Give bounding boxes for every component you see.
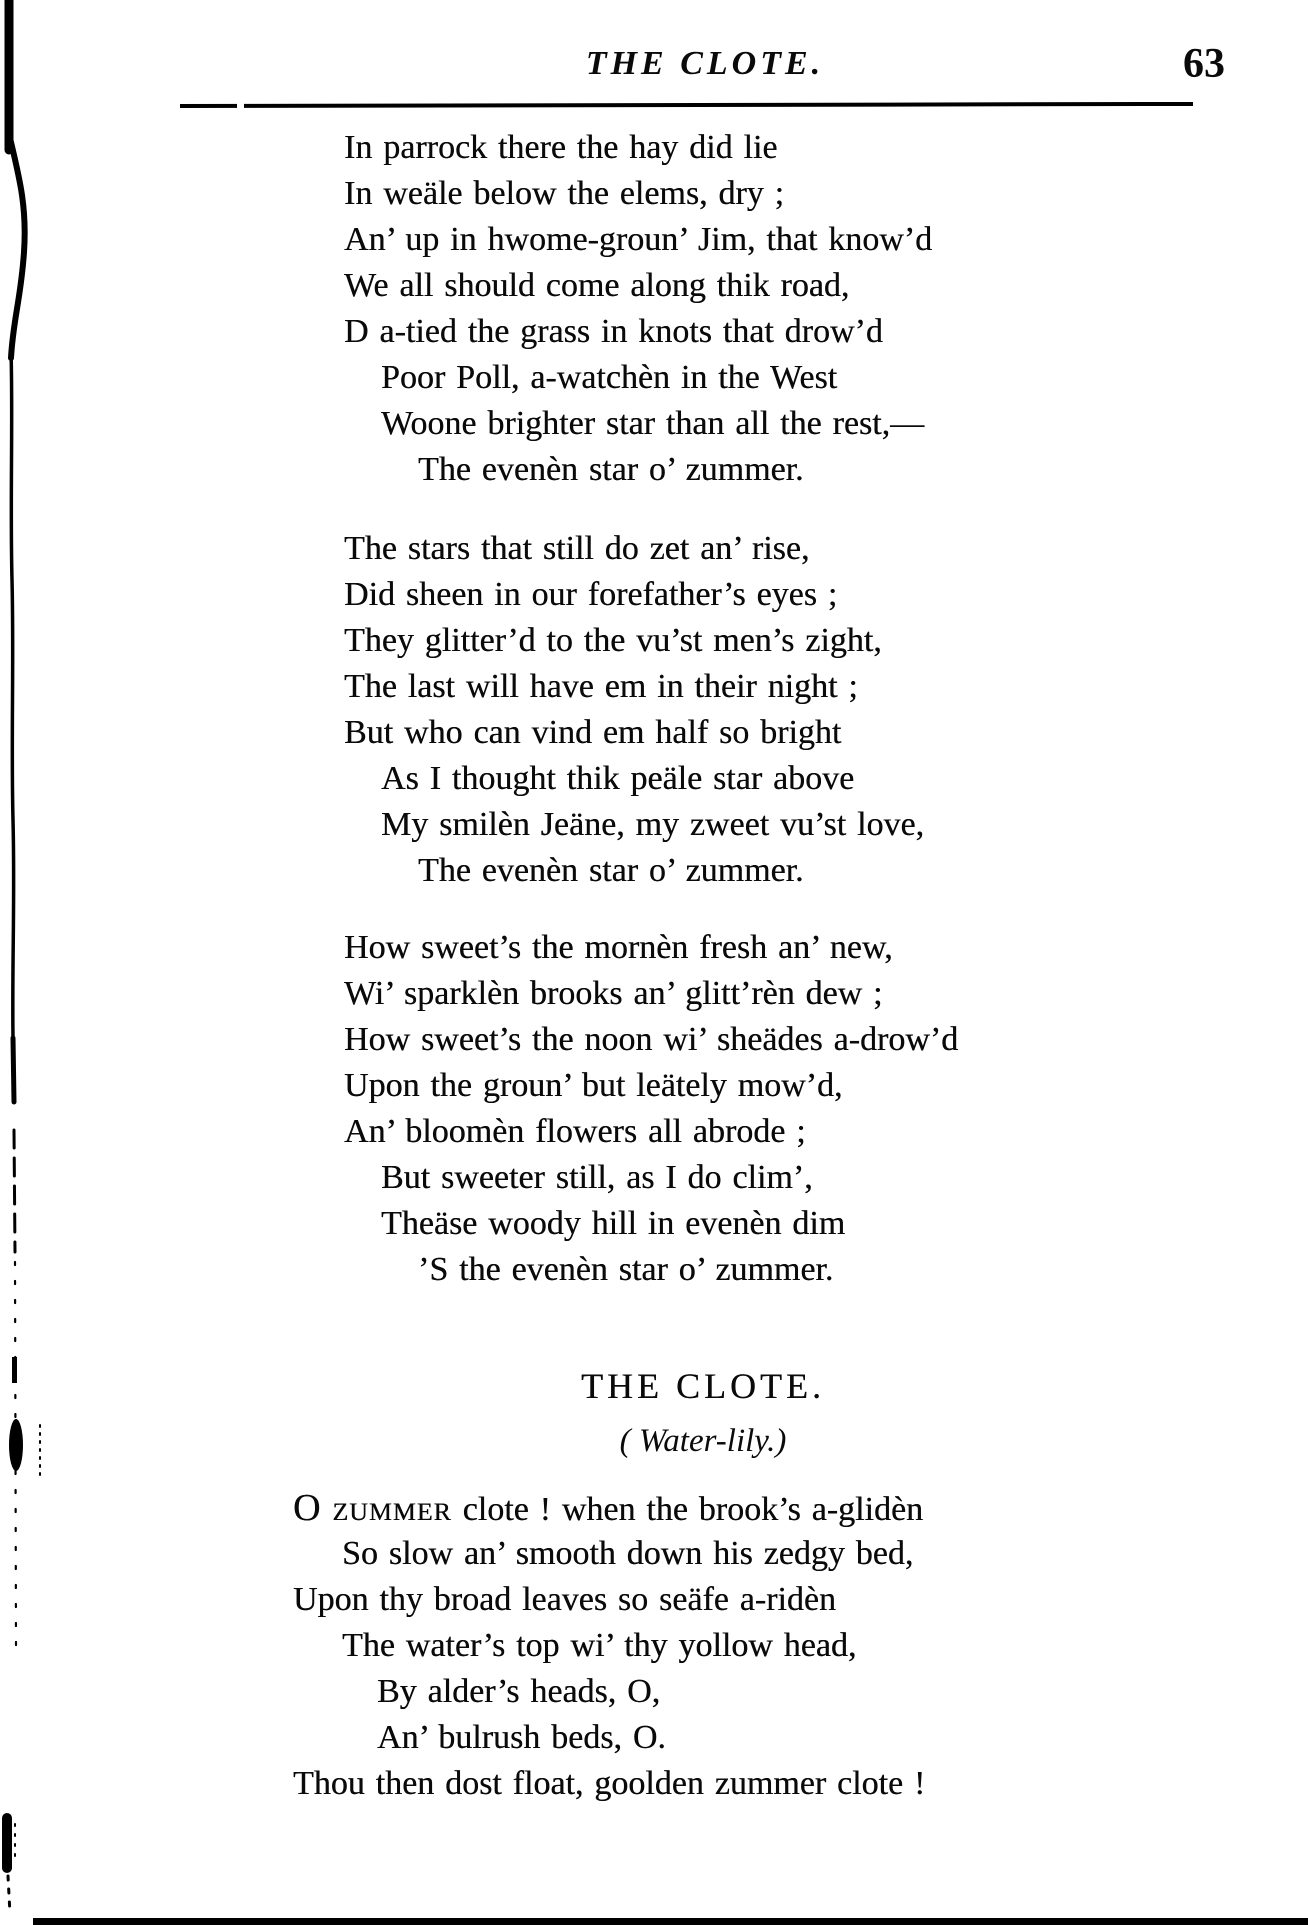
poem-line: In parrock there the hay did lie xyxy=(344,129,778,166)
poem-line: In weäle below the elems, dry ; xyxy=(344,175,785,212)
poem-line: How sweet’s the noon wi’ sheädes a-drow’d xyxy=(344,1021,959,1058)
poem-line: Thou then dost float, goolden zummer clote ! xyxy=(293,1765,926,1802)
poem-line-smallcaps: ZUMMER xyxy=(332,1497,452,1526)
poem-line: The stars that still do zet an’ rise, xyxy=(344,530,810,567)
running-header: THE CLOTE. xyxy=(585,45,825,82)
poem-line: The evenèn star o’ zummer. xyxy=(418,451,804,488)
poem-line: An’ bloomèn flowers all abrode ; xyxy=(344,1113,806,1150)
poem-line: Upon thy broad leaves so seäfe a-ridèn xyxy=(293,1581,836,1618)
poem-line: We all should come along thik road, xyxy=(344,267,850,304)
poem-line: The water’s top wi’ thy yollow head, xyxy=(342,1627,857,1664)
poem-line: Theäse woody hill in evenèn dim xyxy=(381,1205,846,1242)
poem-line: By alder’s heads, O, xyxy=(377,1673,661,1710)
stanza xyxy=(344,925,958,1293)
poem-line: But sweeter still, as I do clim’, xyxy=(381,1159,813,1196)
poem-line: ’S the evenèn star o’ zummer. xyxy=(418,1251,834,1288)
stanza xyxy=(344,526,924,894)
page-number: 63 xyxy=(1183,41,1225,87)
binding-artifact-left xyxy=(0,0,50,1925)
poem-line: Woone brighter star than all the rest,— xyxy=(381,405,925,442)
poem-line-initial: O xyxy=(293,1487,333,1529)
poem-line: Did sheen in our forefather’s eyes ; xyxy=(344,576,838,613)
poem-line: But who can vind em half so bright xyxy=(344,714,842,751)
poem-title: THE CLOTE. xyxy=(581,1366,825,1406)
poem-subtitle: ( Water-lily.) xyxy=(619,1423,787,1459)
poem-line: An’ bulrush beds, O. xyxy=(377,1719,666,1756)
poem-line: D a-tied the grass in knots that drow’d xyxy=(344,313,883,350)
poem-line: As I thought thik peäle star above xyxy=(381,760,855,797)
poem-line: So slow an’ smooth down his zedgy bed, xyxy=(342,1535,914,1572)
poem-line: Upon the groun’ but leätely mow’d, xyxy=(344,1067,843,1104)
poem-line: Wi’ sparklèn brooks an’ glitt’rèn dew ; xyxy=(344,975,883,1012)
poem-line xyxy=(293,1485,925,1531)
poem-line: An’ up in hwome-groun’ Jim, that know’d xyxy=(344,221,933,258)
poem-line: The evenèn star o’ zummer. xyxy=(418,852,804,889)
poem-line: They glitter’d to the vu’st men’s zight, xyxy=(344,622,882,659)
header-rule xyxy=(180,102,1193,108)
stanza xyxy=(344,125,932,493)
poem-line: The last will have em in their night ; xyxy=(344,668,858,705)
poem-line-text: clote ! when the brook’s a-glidèn xyxy=(451,1491,924,1528)
poem-line: My smilèn Jeäne, my zweet vu’st love, xyxy=(381,806,925,843)
stanza xyxy=(293,1485,925,1807)
poem-line: Poor Poll, a-watchèn in the West xyxy=(381,359,838,396)
poem-title-block xyxy=(293,1364,1113,1462)
page-edge-shadow xyxy=(33,1918,1308,1925)
poem-line: How sweet’s the mornèn fresh an’ new, xyxy=(344,929,893,966)
